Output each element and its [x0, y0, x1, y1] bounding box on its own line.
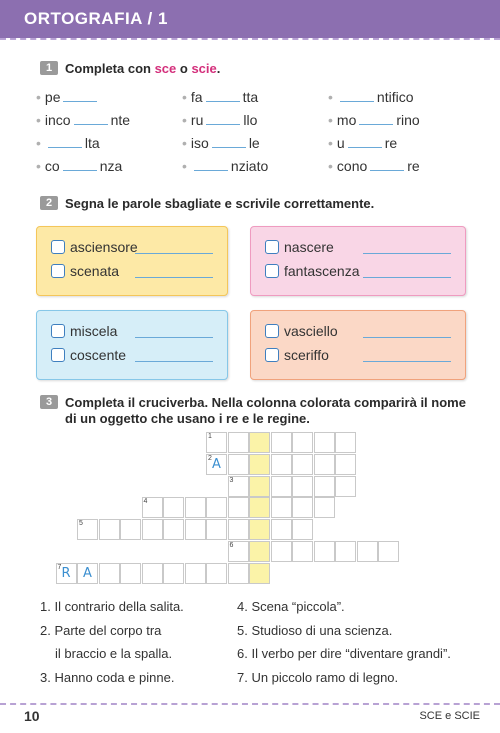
crossword-cell[interactable]: [314, 454, 335, 475]
word-prefix: co: [44, 158, 60, 174]
crossword-cell[interactable]: [185, 497, 206, 518]
crossword-number: 6: [229, 542, 234, 549]
answer-line[interactable]: [135, 361, 213, 362]
crossword-cell[interactable]: [249, 454, 270, 475]
word-suffix: nza: [99, 158, 123, 174]
word-completion-item: [182, 158, 268, 174]
crossword-cell[interactable]: [271, 432, 292, 453]
crossword-cell[interactable]: [120, 563, 141, 584]
fill-blank[interactable]: [212, 135, 246, 148]
word-text: asciensore: [70, 239, 138, 255]
word-card: [250, 226, 466, 296]
header-divider: [0, 38, 500, 40]
crossword-number: 3: [229, 477, 234, 484]
answer-line[interactable]: [363, 361, 451, 362]
crossword-cell[interactable]: [99, 519, 120, 540]
word-suffix: ntifico: [376, 89, 414, 105]
exercise-3-instruction-line2: di un oggetto che usano i re e le regine.: [65, 411, 310, 426]
bullet-icon: •: [328, 89, 333, 105]
word-completion-item: [36, 135, 100, 151]
checkbox[interactable]: [51, 240, 65, 254]
fill-blank[interactable]: [348, 135, 382, 148]
crossword-cell[interactable]: [228, 519, 249, 540]
word-option: [265, 237, 334, 257]
word-completion-item: [328, 158, 420, 174]
crossword-cell[interactable]: [163, 563, 184, 584]
crossword-number: 1: [208, 433, 212, 440]
clue-6: 6. Il verbo per dire “diventare grandi”.: [237, 646, 451, 661]
crossword-cell[interactable]: [99, 563, 120, 584]
crossword-letter: R: [61, 566, 71, 581]
page-title: ORTOGRAFIA / 1: [24, 9, 168, 28]
exercise-2-number: 2: [40, 196, 58, 210]
word-completion-item: [36, 89, 100, 105]
instruction-text: o: [176, 61, 192, 76]
word-suffix: le: [248, 135, 260, 151]
word-prefix: mo: [336, 112, 357, 128]
checkbox[interactable]: [51, 264, 65, 278]
crossword-cell[interactable]: [292, 497, 313, 518]
crossword-letter: A: [212, 457, 221, 472]
answer-line[interactable]: [363, 253, 451, 254]
exercise-3-number: 3: [40, 395, 58, 409]
crossword-cell[interactable]: [249, 563, 270, 584]
answer-line[interactable]: [135, 337, 213, 338]
clue-2: 2. Parte del corpo tra: [40, 623, 162, 638]
crossword-cell[interactable]: [228, 432, 249, 453]
checkbox[interactable]: [265, 264, 279, 278]
crossword-cell[interactable]: [378, 541, 399, 562]
instruction-text: Completa con: [65, 61, 155, 76]
word-prefix: pe: [44, 89, 61, 105]
word-prefix: iso: [190, 135, 209, 151]
fill-blank[interactable]: [359, 112, 393, 125]
checkbox[interactable]: [51, 348, 65, 362]
crossword-cell[interactable]: [206, 563, 227, 584]
clue-5: 5. Studioso di una scienza.: [237, 623, 393, 638]
word-option: [51, 321, 117, 341]
word-suffix: re: [384, 135, 398, 151]
bullet-icon: •: [36, 112, 41, 128]
crossword-cell[interactable]: [185, 519, 206, 540]
page-number: 10: [24, 708, 40, 724]
crossword-cell[interactable]: [163, 519, 184, 540]
crossword-cell[interactable]: [206, 497, 227, 518]
fill-blank[interactable]: [206, 112, 240, 125]
crossword-cell[interactable]: [335, 454, 356, 475]
fill-blank[interactable]: [63, 89, 97, 102]
crossword-cell[interactable]: [142, 563, 163, 584]
word-option: [265, 261, 360, 281]
fill-blank[interactable]: [194, 158, 228, 171]
word-text: fantascenza: [284, 263, 360, 279]
word-suffix: nziato: [230, 158, 269, 174]
bullet-icon: •: [182, 158, 187, 174]
footer-topic: SCE e SCIE: [419, 710, 480, 722]
crossword-cell[interactable]: [271, 497, 292, 518]
crossword-cell[interactable]: [249, 497, 270, 518]
crossword-cell[interactable]: [249, 519, 270, 540]
crossword-cell[interactable]: [206, 519, 227, 540]
crossword-cell[interactable]: [271, 454, 292, 475]
fill-blank[interactable]: [206, 89, 240, 102]
bullet-icon: •: [328, 158, 333, 174]
answer-line[interactable]: [135, 277, 213, 278]
word-text: miscela: [70, 323, 118, 339]
word-text: nascere: [284, 239, 334, 255]
word-completion-item: [328, 135, 397, 151]
bullet-icon: •: [36, 158, 41, 174]
clue-2-continued: il braccio e la spalla.: [55, 646, 173, 661]
answer-line[interactable]: [135, 253, 213, 254]
word-option: [51, 237, 138, 257]
word-suffix: llo: [243, 112, 258, 128]
checkbox[interactable]: [265, 324, 279, 338]
crossword-cell[interactable]: [249, 476, 270, 497]
crossword-cell[interactable]: [335, 476, 356, 497]
crossword-cell[interactable]: [120, 519, 141, 540]
word-option: [51, 261, 119, 281]
clue-1: 1. Il contrario della salita.: [40, 599, 184, 614]
crossword-cell[interactable]: [335, 432, 356, 453]
option-scie: scie: [191, 61, 217, 76]
fill-blank[interactable]: [63, 158, 97, 171]
fill-blank[interactable]: [74, 112, 108, 125]
crossword-cell[interactable]: [271, 541, 292, 562]
word-completion-item: [36, 112, 130, 128]
answer-line[interactable]: [363, 277, 451, 278]
crossword-cell[interactable]: [292, 454, 313, 475]
word-text: vasciello: [284, 323, 338, 339]
crossword-cell[interactable]: [249, 432, 270, 453]
crossword-cell[interactable]: [292, 519, 313, 540]
word-option: [265, 321, 338, 341]
bullet-icon: •: [36, 135, 41, 151]
word-text: scenata: [70, 263, 120, 279]
crossword-cell[interactable]: [249, 541, 270, 562]
word-suffix: tta: [242, 89, 259, 105]
bullet-icon: •: [182, 112, 187, 128]
word-text: coscente: [70, 347, 127, 363]
word-card: [250, 310, 466, 380]
crossword-cell[interactable]: [314, 476, 335, 497]
crossword-number: 7: [57, 564, 62, 571]
crossword-cell[interactable]: [357, 541, 378, 562]
crossword-cell[interactable]: [314, 497, 335, 518]
option-sce: sce: [154, 61, 177, 76]
crossword-cell[interactable]: [292, 432, 313, 453]
word-suffix: re: [407, 158, 420, 174]
bullet-icon: •: [182, 89, 187, 105]
crossword-cell[interactable]: [185, 563, 206, 584]
crossword-cell[interactable]: [228, 497, 249, 518]
word-completion-item: [182, 112, 257, 128]
crossword-number: 4: [143, 498, 148, 505]
exercise-1-number: 1: [40, 61, 58, 75]
word-completion-item: [328, 112, 420, 128]
crossword-cell[interactable]: [335, 541, 356, 562]
fill-blank[interactable]: [48, 135, 82, 148]
word-prefix: cono: [336, 158, 368, 174]
crossword-letter: A: [83, 566, 92, 581]
checkbox[interactable]: [265, 240, 279, 254]
footer-divider: [0, 703, 500, 705]
word-option: [51, 345, 126, 365]
exercise-1-instruction: [65, 61, 220, 76]
crossword-cell[interactable]: [271, 476, 292, 497]
word-prefix: ru: [190, 112, 204, 128]
crossword-cell[interactable]: [271, 519, 292, 540]
word-completion-item: [182, 135, 260, 151]
word-card: [36, 310, 228, 380]
word-prefix: fa: [190, 89, 203, 105]
crossword-cell[interactable]: [142, 519, 163, 540]
word-option: [265, 345, 329, 365]
word-completion-item: [36, 158, 122, 174]
crossword-cell[interactable]: [292, 476, 313, 497]
word-prefix: u: [336, 135, 345, 151]
bullet-icon: •: [328, 135, 333, 151]
exercise-2-instruction: Segna le parole sbagliate e scrivile correttamente.: [65, 196, 375, 211]
word-suffix: rino: [396, 112, 420, 128]
crossword-cell[interactable]: [228, 563, 249, 584]
crossword-number: 2: [208, 455, 212, 462]
exercise-3-instruction-line1: Completa il cruciverba. Nella colonna colorata comparirà il nome: [65, 395, 466, 410]
word-completion-item: [182, 89, 258, 105]
bullet-icon: •: [328, 112, 333, 128]
page-header: [0, 0, 500, 38]
fill-blank[interactable]: [340, 89, 374, 102]
crossword-number: 5: [79, 520, 83, 527]
word-suffix: lta: [84, 135, 100, 151]
clue-7: 7. Un piccolo ramo di legno.: [237, 670, 399, 685]
crossword-cell[interactable]: [228, 454, 249, 475]
word-suffix: nte: [110, 112, 131, 128]
clue-4: 4. Scena “piccola”.: [237, 599, 345, 614]
crossword-cell[interactable]: [292, 541, 313, 562]
bullet-icon: •: [36, 89, 41, 105]
word-card: [36, 226, 228, 296]
word-text: sceriffo: [284, 347, 329, 363]
crossword-cell[interactable]: [314, 541, 335, 562]
word-completion-item: [328, 89, 413, 105]
bullet-icon: •: [182, 135, 187, 151]
crossword-cell[interactable]: [314, 432, 335, 453]
clue-3: 3. Hanno coda e pinne.: [40, 670, 175, 685]
fill-blank[interactable]: [370, 158, 404, 171]
crossword-cell[interactable]: [163, 497, 184, 518]
instruction-text: .: [216, 61, 221, 76]
word-prefix: inco: [44, 112, 71, 128]
answer-line[interactable]: [363, 337, 451, 338]
checkbox[interactable]: [51, 324, 65, 338]
checkbox[interactable]: [265, 348, 279, 362]
